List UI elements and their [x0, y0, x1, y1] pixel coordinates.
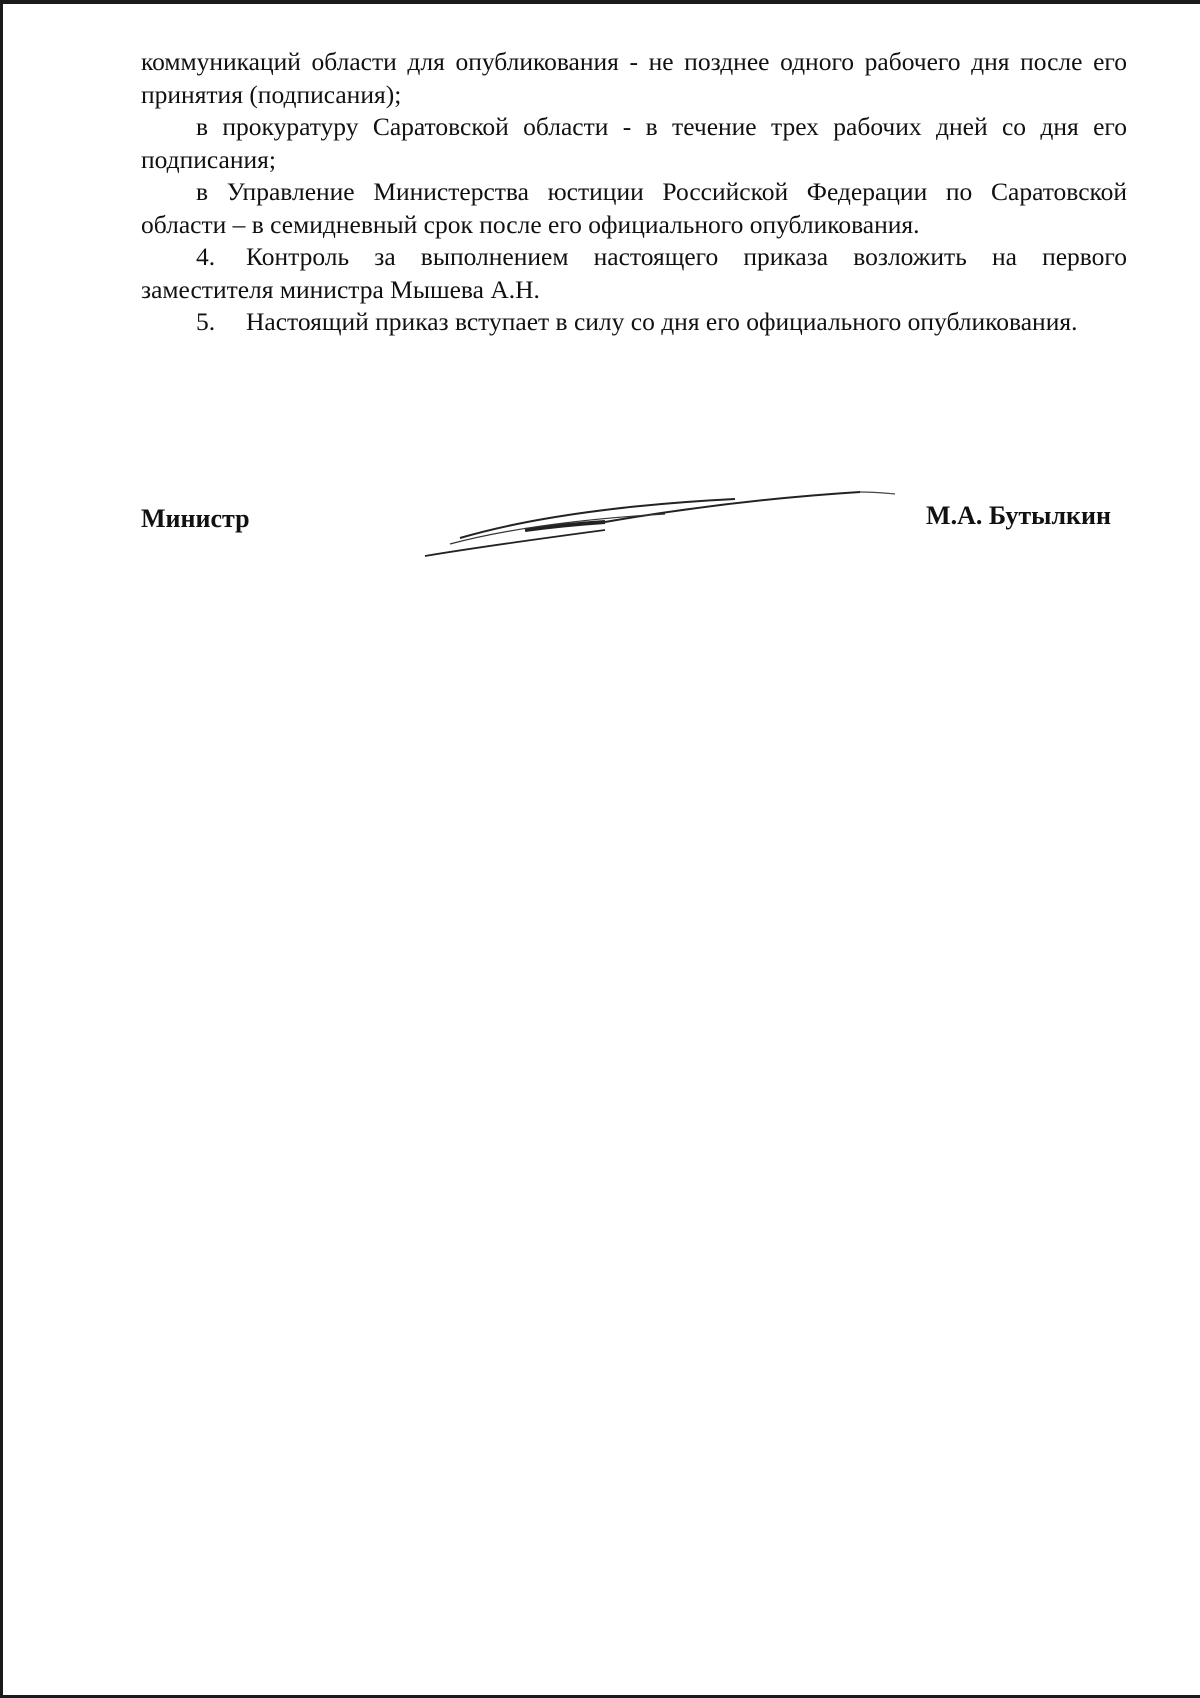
list-item-4: [141, 241, 1127, 306]
signatory-name: М.А. Бутылкин: [926, 501, 1111, 530]
signatory-title: Министр: [141, 504, 250, 533]
paragraph-prosecutor: в прокуратуру Саратовской области - в течение трех рабочих дней со дня его подписания;: [141, 112, 1127, 174]
document-body: [141, 46, 1127, 339]
list-item-number: 4.: [196, 242, 216, 271]
list-item-5: [141, 306, 1127, 339]
list-item-number: 5.: [196, 307, 216, 336]
list-item-text: Контроль за выполнением настоящего приказа возложить на первого заместителя министра Мышева А.Н.: [141, 242, 1127, 304]
signature-block: [141, 501, 1111, 564]
scan-border-left: [0, 0, 3, 1698]
scan-border-top: [0, 0, 1200, 4]
paragraph-continuation: коммуникаций области для опубликования - не позднее одного рабочего дня после его принятия (подписания);: [141, 47, 1127, 109]
paragraph-justice-ministry: в Управление Министерства юстиции Российской Федерации по Саратовской области – в семидневный срок после его официального опубликования.: [141, 177, 1127, 239]
list-item-text: Настоящий приказ вступает в силу со дня его официального опубликования.: [246, 307, 1078, 336]
